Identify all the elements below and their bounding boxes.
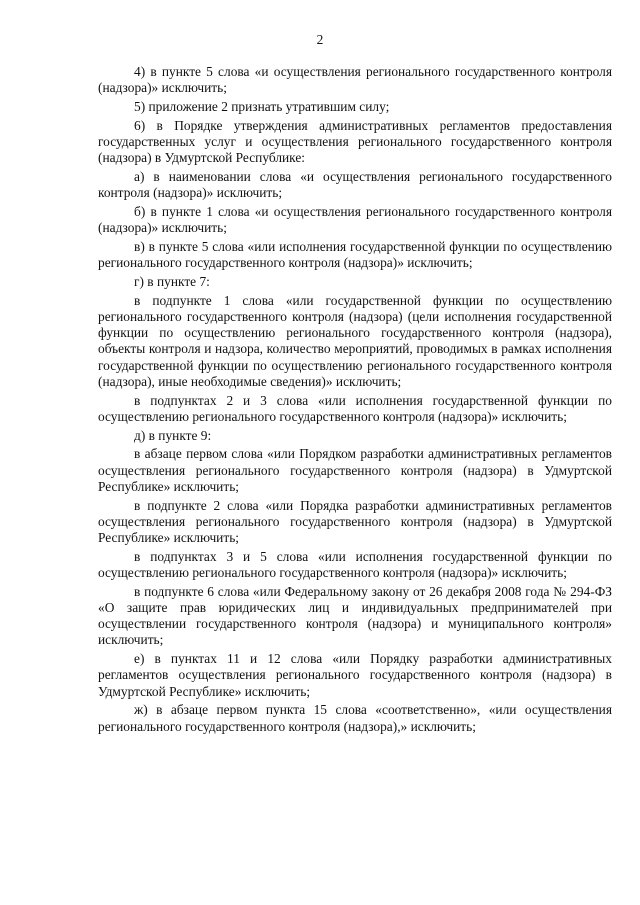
paragraph-6-procedure-heading: 6) в Порядке утверждения административных регламентов предоставления государственных услуг и осуществления регионального государственного контроля (надзора) в Удмуртской Республике: xyxy=(98,117,612,166)
paragraph-item9-subitem6: в подпункте 6 слова «или Федеральному закону от 26 декабря 2008 года № 294-ФЗ «О защите прав юридических лиц и индивидуальных предпринимателей при осуществлении государственного контроля (надзора) и муниципального контроля» исключить; xyxy=(98,583,612,648)
paragraph-item7-subitems2-3: в подпунктах 2 и 3 слова «или исполнения государственной функции по осуществлению регионального государственного контроля (надзора)» исключить; xyxy=(98,392,612,424)
paragraph-5-appendix-2-repeal: 5) приложение 2 признать утратившим силу; xyxy=(134,99,390,114)
paragraph-item9-subitems3-5: в подпунктах 3 и 5 слова «или исполнения государственной функции по осуществлению регионального государственного контроля (надзора)» исключить; xyxy=(98,548,612,581)
paragraph-6v-item5-amendment: в) в пункте 5 слова «или исполнения государственной функции по осуществлению регионального государственного контроля (надзора)» исключить; xyxy=(98,239,612,271)
document-body xyxy=(98,64,612,737)
paragraph-6d-item9-heading: д) в пункте 9: xyxy=(134,427,212,443)
paragraph-item9-subitem2: в подпункте 2 слова «или Порядка разработки административных регламентов осуществления регионального государственного контроля (надзора) в Удмуртской Республике» исключить; xyxy=(98,497,612,546)
paragraph-6zh-item15: ж) в абзаце первом пункта 15 слова «соответственно», «или осуществления регионального государственного контроля (надзора),» исключить; xyxy=(98,702,612,734)
paragraph-item9-first-abzac: в абзаце первом слова «или Порядком разработки административных регламентов осуществления регионального государственного контроля (надзора) в Удмуртской Республике» исключить; xyxy=(98,446,612,494)
paragraph-item7-subitem1: в подпункте 1 слова «или государственной функции по осуществлению регионального государственного контроля (надзора) (цели исполнения государственной функции по осуществлению регионального государственного контроля (надзора), объекты контроля и надзора, количество мероприятий, проводимых в рамках исполнения государственной функции по осуществлению регионального государственного контроля (надзора), иные необходимые сведения)» исключить; xyxy=(98,292,612,389)
paragraph-4-item5-amendment: 4) в пункте 5 слова «и осуществления регионального государственного контроля (надзора)» исключить; xyxy=(98,64,612,96)
page-number: 2 xyxy=(316,32,324,47)
paragraph-6a-title-amendment: а) в наименовании слова «и осуществления регионального государственного контроля (надзора)» исключить; xyxy=(98,169,612,201)
paragraph-6g-item7-heading: г) в пункте 7: xyxy=(134,274,210,289)
paragraph-6b-item1-amendment: б) в пункте 1 слова «и осуществления регионального государственного контроля (надзора)» исключить; xyxy=(98,204,612,236)
paragraph-6e-items11-12: е) в пунктах 11 и 12 слова «или Порядку разработки административных регламентов осуществления регионального государственного контроля (надзора) в Удмуртской Республике» исключить; xyxy=(98,651,612,699)
